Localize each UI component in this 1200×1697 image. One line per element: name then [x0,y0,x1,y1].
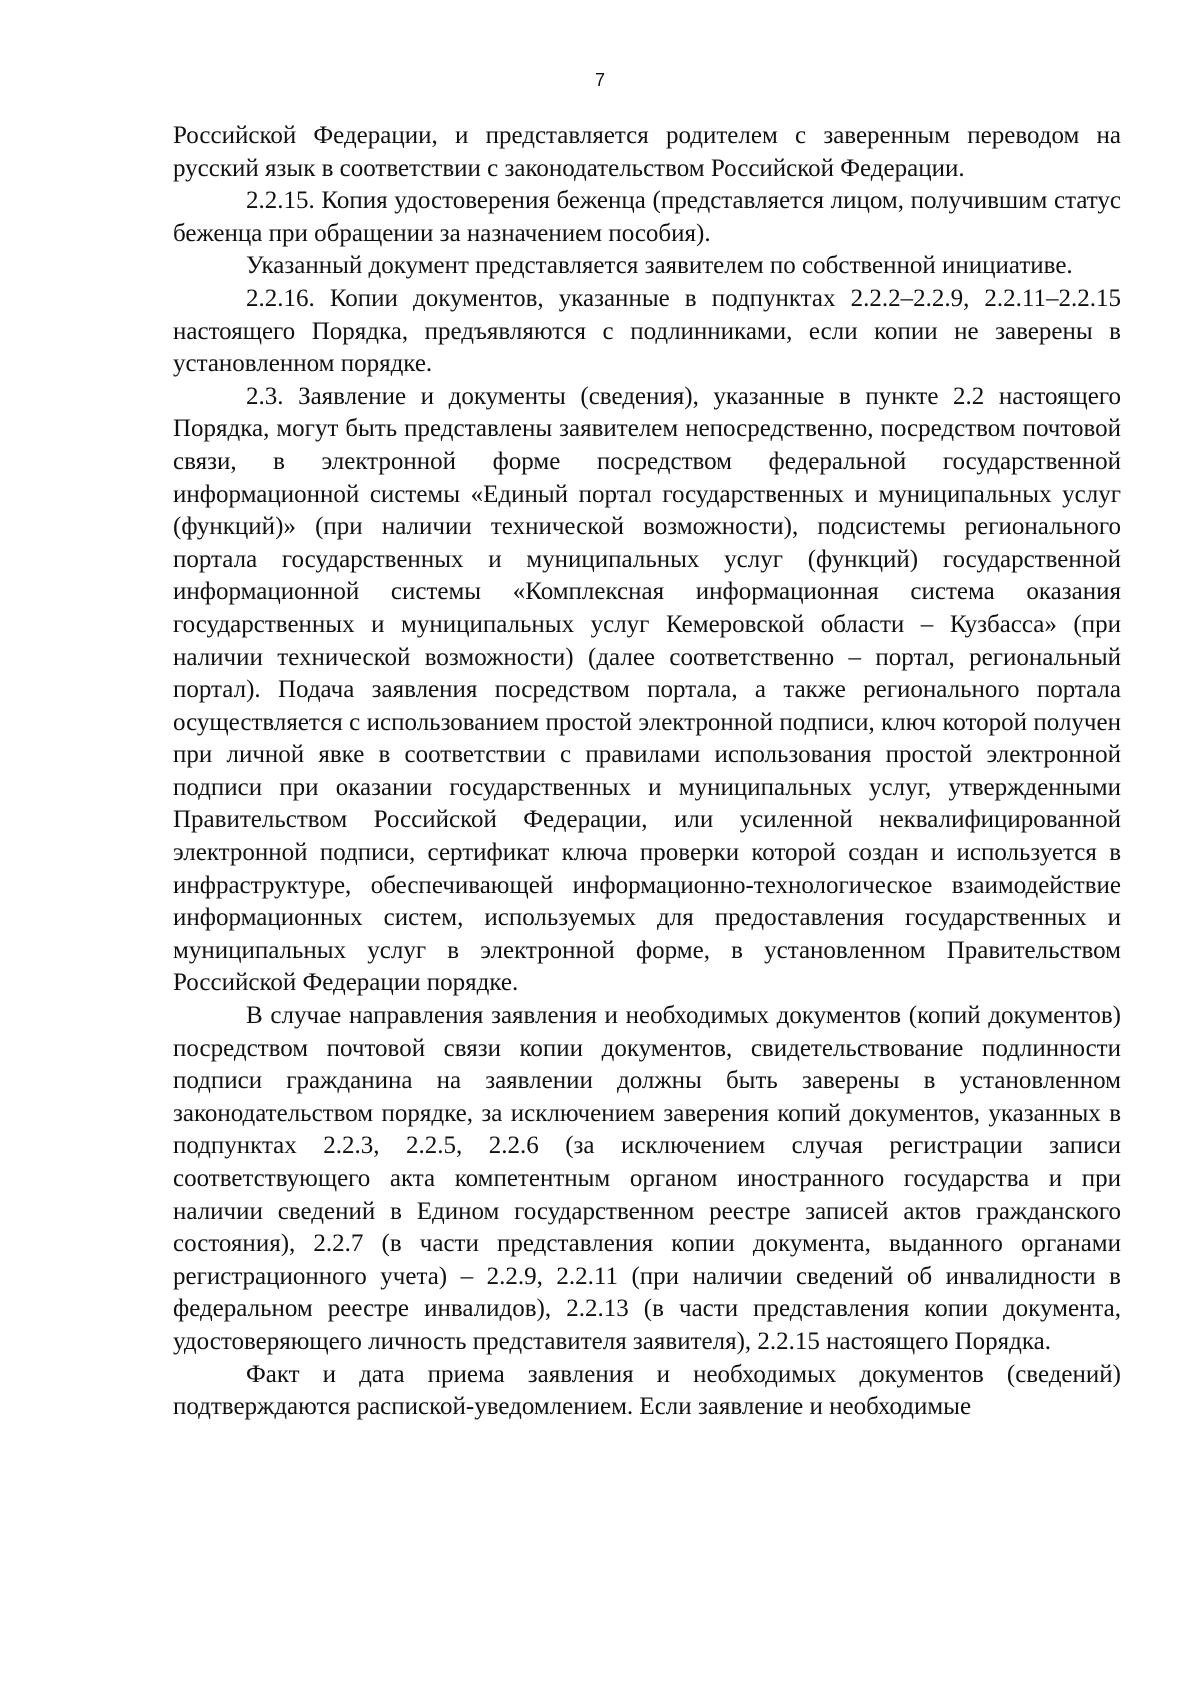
paragraph: В случае направления заявления и необходимых документов (копий документов) посредством почтовой связи копии документов, свидетельствование подлинности подписи гражданина на заявлении должны быть заверены в установленном законодательством порядке, за исключением заверения копий документов, указанных в подпунктах 2.2.3, 2.2.5, 2.2.6 (за исключением случая регистрации записи соответствующего акта компетентным органом иностранного государства и при наличии сведений в Едином государственном реестре записей актов гражданского состояния), 2.2.7 (в части представления копии документа, выданного органами регистрационного учета) – 2.2.9, 2.2.11 (при наличии сведений об инвалидности в федеральном реестре инвалидов), 2.2.13 (в части представления копии документа, удостоверяющего личность представителя заявителя), 2.2.15 настоящего Порядка. [173,1002,1121,1355]
body-text [173,120,1121,1424]
paragraph: 2.3. Заявление и документы (сведения), указанные в пункте 2.2 настоящего Порядка, могут быть представлены заявителем непосредственно, посредством почтовой связи, в электронной форме посредством федеральной государственной информационной системы «Единый портал государственных и муниципальных услуг (функций)» (при наличии технической возможности), подсистемы регионального портала государственных и муниципальных услуг (функций) государственной информационной системы «Комплексная информационная система оказания государственных и муниципальных услуг Кемеровской области – Кузбасса» (при наличии технической возможности) (далее соответственно – портал, региональный портал). Подача заявления посредством портала, а также регионального портала осуществляется с использованием простой электронной подписи, ключ которой получен при личной явке в соответствии с правилами использования простой электронной подписи при оказании государственных и муниципальных услуг, утвержденными Правительством Российской Федерации, или усиленной неквалифицированной электронной подписи, сертификат ключа проверки которой создан и используется в инфраструктуре, обеспечивающей информационно-технологическое взаимодействие информационных систем, используемых для предоставления государственных и муниципальных услуг в электронной форме, в установленном Правительством Российской Федерации порядке. [173,382,1121,997]
paragraph: 2.2.16. Копии документов, указанные в подпунктах 2.2.2–2.2.9, 2.2.11–2.2.15 настоящего Порядка, предъявляются с подлинниками, если копии не заверены в установленном порядке. [173,284,1121,378]
paragraph: Указанный документ представляется заявителем по собственной инициативе. [246,252,1073,280]
paragraph: Факт и дата приема заявления и необходимых документов (сведений) подтверждаются распиской-уведомлением. Если заявление и необходимые [173,1360,1121,1421]
paragraph: Российской Федерации, и представляется родителем с заверенным переводом на русский язык в соответствии с законодательством Российской Федерации. [173,122,1121,182]
page-number: 7 [594,70,605,90]
paragraph: 2.2.15. Копия удостоверения беженца (представляется лицом, получившим статус беженца при обращении за назначением пособия). [173,187,1121,247]
